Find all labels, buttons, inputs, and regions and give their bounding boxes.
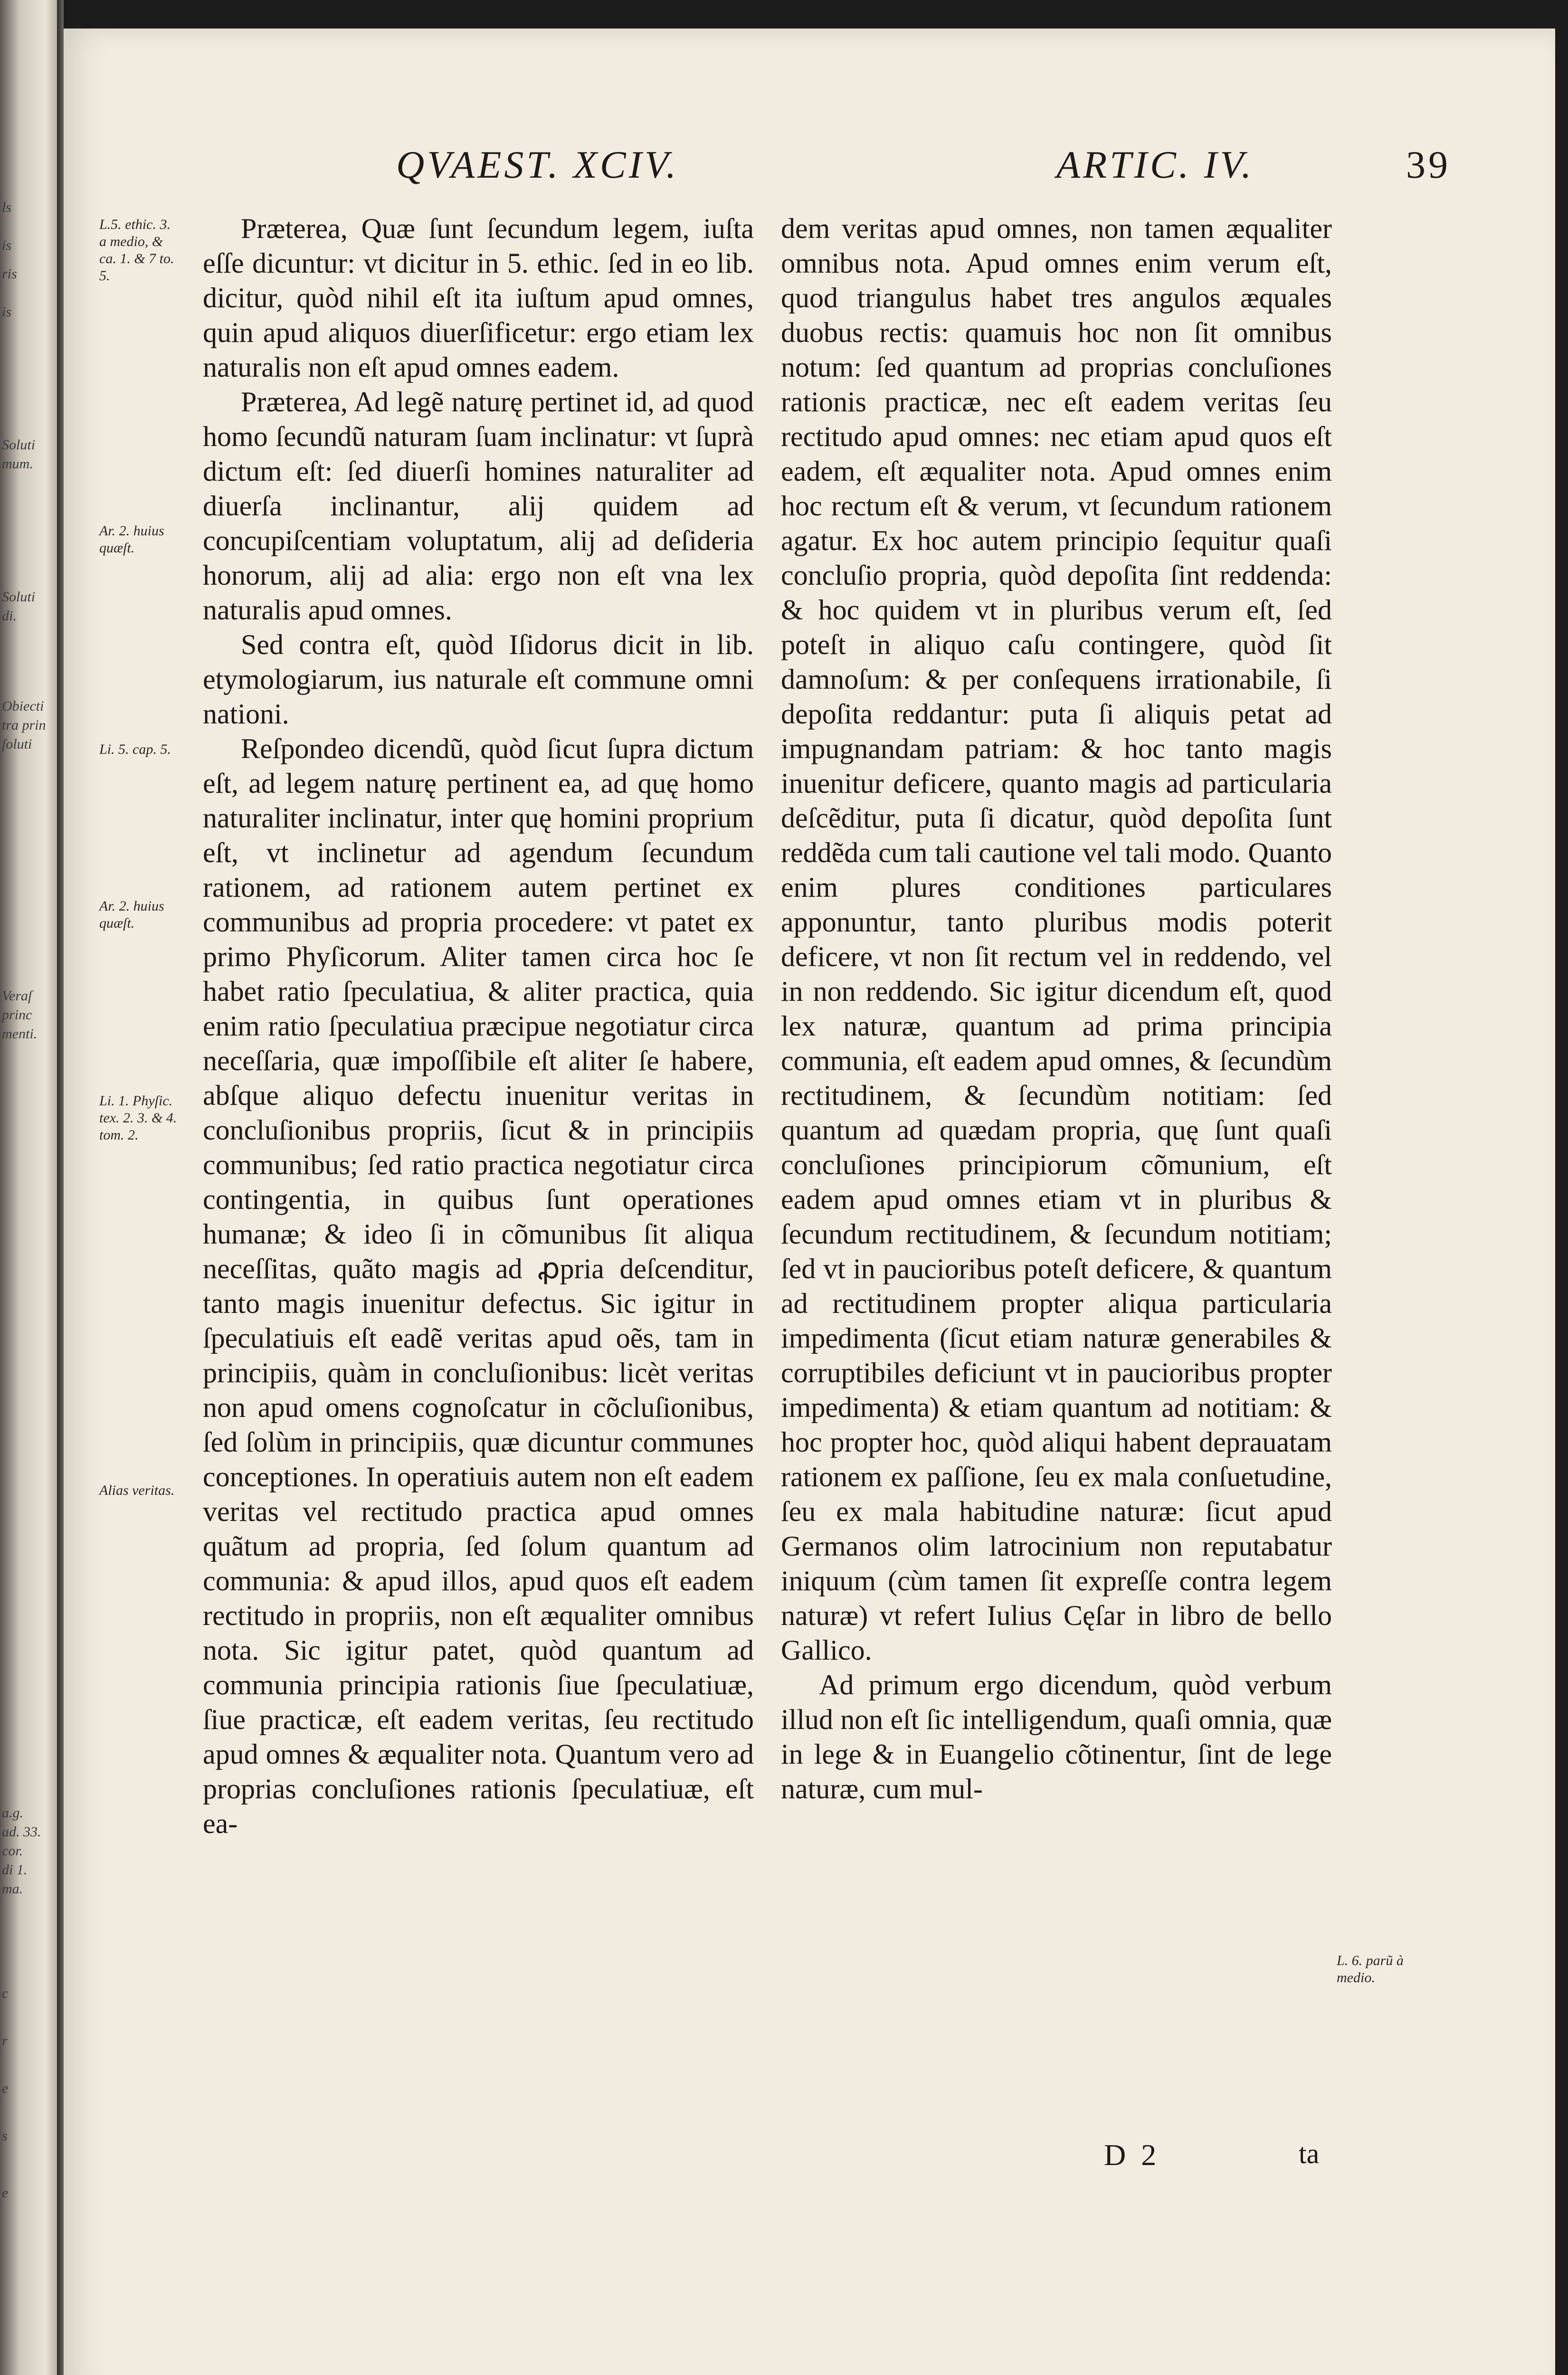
prev-fragment: ma. <box>2 1881 23 1897</box>
paragraph: Reſpondeo dicendũ, quòd ſicut ſupra dictum eſt, ad legem naturę pertinent ea, ad quę homo naturaliter inclinatur, inter quę homini proprium eſt, vt inclinetur ad agendum ſecundum rationem, ad rationem autem pertinet ex communibus ad propria procedere: vt patet ex primo Phyſicorum. Aliter tamen circa hoc ſe habet ratio ſpeculatiua, & aliter practica, quia enim ratio ſpeculatiua præcipue negotiatur circa neceſſaria, quæ impoſſibile eſt aliter ſe habere, abſque aliquo defectu inuenitur veritas in concluſionibus propriis, ſicut & in principiis communibus; ſed ratio practica negotiatur circa contingentia, in quibus ſunt operationes humanæ; & ideo ſi in cõmunibus ſit aliqua neceſſitas, quãto magis ad ꝓpria deſcenditur, tanto magis inuenitur defectus. Sic igitur in ſpeculatiuis eſt eadẽ veritas apud oẽs, tam in principiis, quàm in concluſionibus: licèt veritas non apud omens cognoſcatur in cõcluſionibus, ſed ſolùm in principiis, quæ dicuntur communes conceptiones. In operatiuis autem non eſt eadem veritas vel rectitudo practica apud omnes quãtum ad propria, ſed ſolum quantum ad communia: & apud illos, apud quos eſt eadem rectitudo in propriis, non eſt æqualiter omnibus nota. Sic igitur patet, quòd quantum ad communia principia rationis ſiue ſpeculatiuæ, ſiue practicæ, eſt eadem veritas, ſeu rectitudo apud omnes & æqualiter nota. Quantum vero ad proprias concluſiones rationis ſpeculatiuæ, eſt ea- <box>203 733 754 1839</box>
paragraph: Ad primum ergo dicendum, quòd verbum illud non eſt ſic intelligendum, quaſi omnia, quæ in lege & in Euangelio cõtinentur, ſint de lege naturæ, cum mul- <box>781 1669 1332 1805</box>
header-quaestio: QVAEST. XCIV. <box>396 143 679 186</box>
prev-fragment: is <box>2 304 12 320</box>
prev-fragment: e <box>2 2080 9 2096</box>
paragraph: Præterea, Quæ ſunt ſecundum legem, iuſta eſſe dicuntur: vt dicitur in 5. ethic. ſed in eo lib. dicitur, quòd nihil eſt ita iuſtum apud omnes, quin apud aliquos diuerſificetur: ergo etiam lex naturalis non eſt apud omnes eadem. <box>203 213 754 383</box>
prev-fragment: Obiecti <box>2 698 44 714</box>
prev-fragment: tra prin <box>2 717 46 733</box>
book-gutter <box>57 0 64 2375</box>
paragraph: dem veritas apud omnes, non tamen æqualiter omnibus nota. Apud omnes enim verum eſt, quod triangulus habet tres angulos æquales duobus rectis: quamuis hoc non ſit omnibus notum: ſed quantum ad proprias concluſiones rationis practicæ, nec eſt eadem veritas ſeu rectitudo apud omnes: nec etiam apud quos eſt eadem, eſt æqualiter nota. Apud omnes enim hoc rectum eſt & verum, vt ſecundum rationem agatur. Ex hoc autem principio ſequitur quaſi concluſio propria, quòd depoſita ſint reddenda: & hoc quidem vt in pluribus verum eſt, ſed poteſt in aliquo caſu contingere, quòd ſit damnoſum: & per conſequens irrationabile, ſi depoſita reddantur: puta ſi aliquis petat ad impugnandam patriam: & hoc tanto magis inuenitur deficere, quanto magis ad particularia deſcẽditur, puta ſi dicatur, quòd depoſita ſunt reddẽda cum tali cautione vel tali modo. Quanto enim plures conditiones particulares apponuntur, tanto pluribus modis poterit deficere, vt non ſit rectum vel in reddendo, vel in non reddendo. Sic igitur dicendum eſt, quod lex naturæ, quantum ad prima principia communia, eſt eadem apud omnes, & ſecundùm rectitudinem, & ſecundùm notitiam: ſed quantum ad quædam propria, quę ſunt quaſi concluſiones principiorum cõmunium, eſt eadem apud omnes etiam vt in pluribus & ſecundum rectitudinem, & ſecundum notitiam; ſed vt in paucioribus poteſt deficere, & quantum ad rectitudinem propter aliqua particularia impedimenta (ſicut etiam naturæ generabiles & corruptibiles deficiunt vt in paucioribus propter impedimenta) & etiam quantum ad notitiam: & hoc propter hoc, quòd aliqui habent deprauatam rationem ex paſſione, ſeu ex mala conſuetudine, ſeu ex mala habitudine naturæ: ſicut apud Germanos olim latrocinium non reputabatur iniquum (cùm tamen ſit expreſſe contra legem naturæ) vt refert Iulius Cęſar in libro de bello Gallico. <box>781 213 1332 1666</box>
prev-fragment: c <box>2 1986 9 2001</box>
prev-fragment: di. <box>2 608 17 624</box>
running-header <box>334 142 1451 195</box>
prev-fragment: menti. <box>2 1026 38 1042</box>
right-column <box>781 211 1332 1806</box>
previous-page-fragments <box>0 0 59 2375</box>
prev-fragment: ris <box>2 266 17 282</box>
signature-mark: D 2 <box>1104 2138 1160 2172</box>
header-articulus: ARTIC. IV. <box>1056 143 1254 186</box>
prev-fragment: di 1. <box>2 1862 28 1878</box>
prev-fragment: ad. 33. <box>2 1824 41 1840</box>
marginal-note: Ar. 2. huius quæſt. <box>99 898 164 931</box>
marginal-note: Li. 1. Phyſic. tex. 2. 3. & 4. tom. 2. <box>99 1093 177 1143</box>
marginal-note: L.5. ethic. 3. a medio, & ca. 1. & 7 to. 5. <box>99 217 174 284</box>
prev-fragment: princ <box>2 1007 32 1023</box>
prev-fragment: ſoluti <box>2 736 32 752</box>
prev-fragment: cor. <box>2 1843 23 1859</box>
prev-fragment: e <box>2 2185 9 2201</box>
prev-fragment: a.g. <box>2 1805 23 1821</box>
marginal-note: Alias veritas. <box>99 1482 175 1498</box>
marginal-note: L. 6. parũ à medio. <box>1337 1953 1404 1986</box>
prev-fragment: Soluti <box>2 437 36 453</box>
prev-fragment: is <box>2 238 12 253</box>
prev-fragment: s <box>2 2128 8 2144</box>
paragraph: Sed contra eſt, quòd Iſidorus dicit in lib. etymologiarum, ius naturale eſt commune omni nationi. <box>203 629 754 730</box>
prev-fragment: mum. <box>2 456 33 472</box>
book-page <box>64 28 1555 2375</box>
prev-fragment: Veraſ <box>2 988 32 1004</box>
paragraph: Præterea, Ad legẽ naturę pertinet id, ad quod homo ſecundũ naturam ſuam inclinatur: vt ſuprà dictum eſt: ſed diuerſi homines naturaliter ad diuerſa inclinantur, alij quidem ad concupiſcentiam voluptatum, alij ad deſideria honorum, alij ad alia: ergo non eſt vna lex naturalis apud omnes. <box>203 386 754 626</box>
left-column <box>203 211 754 1841</box>
prev-fragment: Soluti <box>2 589 36 605</box>
prev-fragment: ls <box>2 200 12 215</box>
catchword: ta <box>1299 2138 1320 2169</box>
marginal-note: Li. 5. cap. 5. <box>99 741 171 757</box>
marginal-note: Ar. 2. huius quæſt. <box>99 523 164 556</box>
page-number: 39 <box>1406 143 1451 186</box>
prev-fragment: r <box>2 2033 8 2049</box>
